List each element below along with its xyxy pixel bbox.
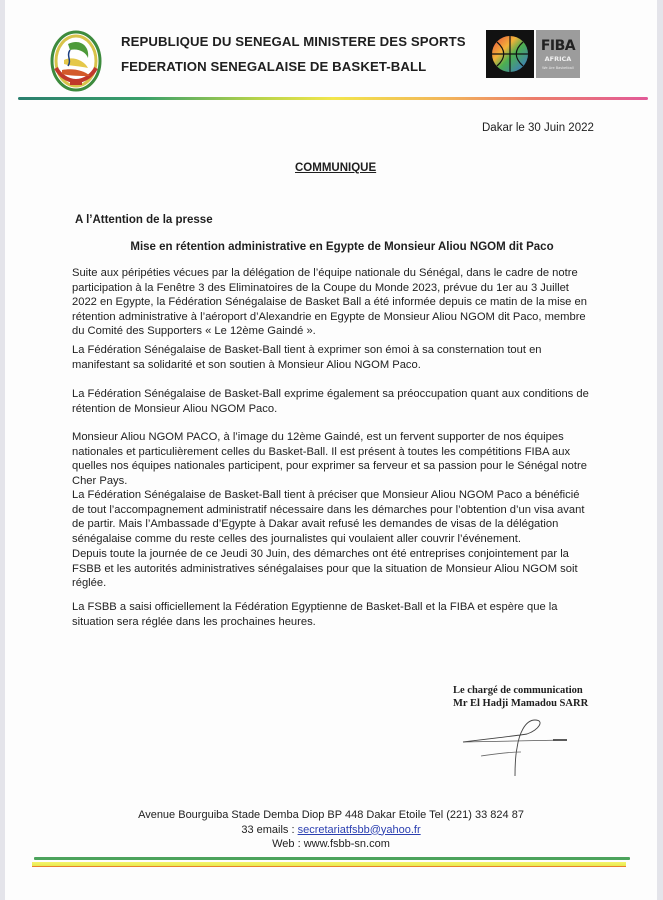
paragraph-3: La Fédération Sénégalaise de Basket-Ball exprime également sa préoccupation quant aux conditions de rétention de Monsieur Aliou NGOM Paco. [72,388,589,415]
email-link[interactable]: secretariatfsbb@yahoo.fr [297,823,421,836]
header-federation: FEDERATION SENEGALAISE DE BASKET-BALL [121,59,427,74]
fiba-word: FIBA [540,37,576,54]
handwritten-signature-icon [455,718,575,778]
fiba-wordmark [536,30,580,78]
attention-line: A l’Attention de la presse [75,214,213,226]
fsbb-emblem-icon [50,30,102,92]
document-date: Dakar le 30 Juin 2022 [482,122,594,134]
signature-block [453,684,588,710]
footer-color-bars [32,857,630,867]
paragraph-6: Depuis toute la journée de ce Jeudi 30 Juin, des démarches ont été entreprises conjointement par la FSBB et les autorités administratives sénégalaises pour que la situation de Monsieur Aliou NGOM soit réglée. [72,548,578,590]
footer-web: Web : www.fsbb-sn.com [272,838,390,850]
fiba-region: AFRICA [544,54,572,63]
paragraph-1: Suite aux péripéties vécues par la délégation de l’équipe nationale du Sénégal, dans le cadre de notre participation à la Fenêtre 3 des Eliminatoires de la Coupe du Monde 2023, prévue du 1er au 3 Juillet 2022 en Egypte, la Fédération Sénégalaise de Basket Ball a été informée depuis ce matin de la mise en rétention administrative à l’aéroport d’Alexandrie en Egypte de Monsieur Aliou NGOM dit Paco, membre du Comité des Supporters « Le 12ème Gaindé ». [72,267,587,338]
footer-contact [5,808,657,852]
document-title: COMMUNIQUE [295,162,377,174]
fiba-tagline: We Are Basketball [542,65,574,70]
paragraph-2: La Fédération Sénégalaise de Basket-Ball tient à exprimer son émoi à sa consternation tout en manifestant sa solidarité et son soutien à Monsieur Aliou NGOM Paco. [72,344,542,371]
fiba-africa-logo [486,30,586,78]
signatory-name: Mr El Hadji Mamadou SARR [453,698,589,709]
header-divider [18,97,648,100]
fiba-basketball-icon [486,30,534,78]
footer-email-line [5,823,657,838]
header-ministry: REPUBLIQUE DU SENEGAL MINISTERE DES SPORTS [121,34,466,49]
signatory-role: Le chargé de communication [453,685,583,696]
footer-address: Avenue Bourguiba Stade Demba Diop BP 448 Dakar Etoile Tel (221) 33 824 87 [138,809,524,821]
paragraph-7: La FSBB a saisi officiellement la Fédération Egyptienne de Basket-Ball et la FIBA et espère que la situation sera réglée dans les prochaines heures. [72,601,558,628]
paragraph-5: La Fédération Sénégalaise de Basket-Ball tient à préciser que Monsieur Aliou NGOM Paco a bénéficié de tout l’accompagnement administratif nécessaire dans les démarches pour l’obtention d’un visa avant de partir. Mais l’Ambassade d’Egypte à Dakar avait refusé les demandes de visas de la délégation sénégalaise comme du reste celles des journalistes qui voulaient aller couvrir l’événement. [72,489,585,545]
footer-bar-orange [32,866,626,867]
document-subject: Mise en rétention administrative en Egypte de Monsieur Aliou NGOM dit Paco [130,241,554,253]
document-page [5,0,657,900]
paragraph-4: Monsieur Aliou NGOM PACO, à l’image du 12ème Gaindé, est un fervent supporter de nos équipes nationales et particulièrement celles du Basket-Ball. Il est présent à toutes les compétitions FIBA aux quelles nos équipes nationales participent, pour exprimer sa ferveur et sa passion pour le Sénégal notre Cher Pays. [72,431,587,487]
footer-email-prefix: 33 emails : [241,823,298,836]
footer-bar-green [34,857,630,860]
